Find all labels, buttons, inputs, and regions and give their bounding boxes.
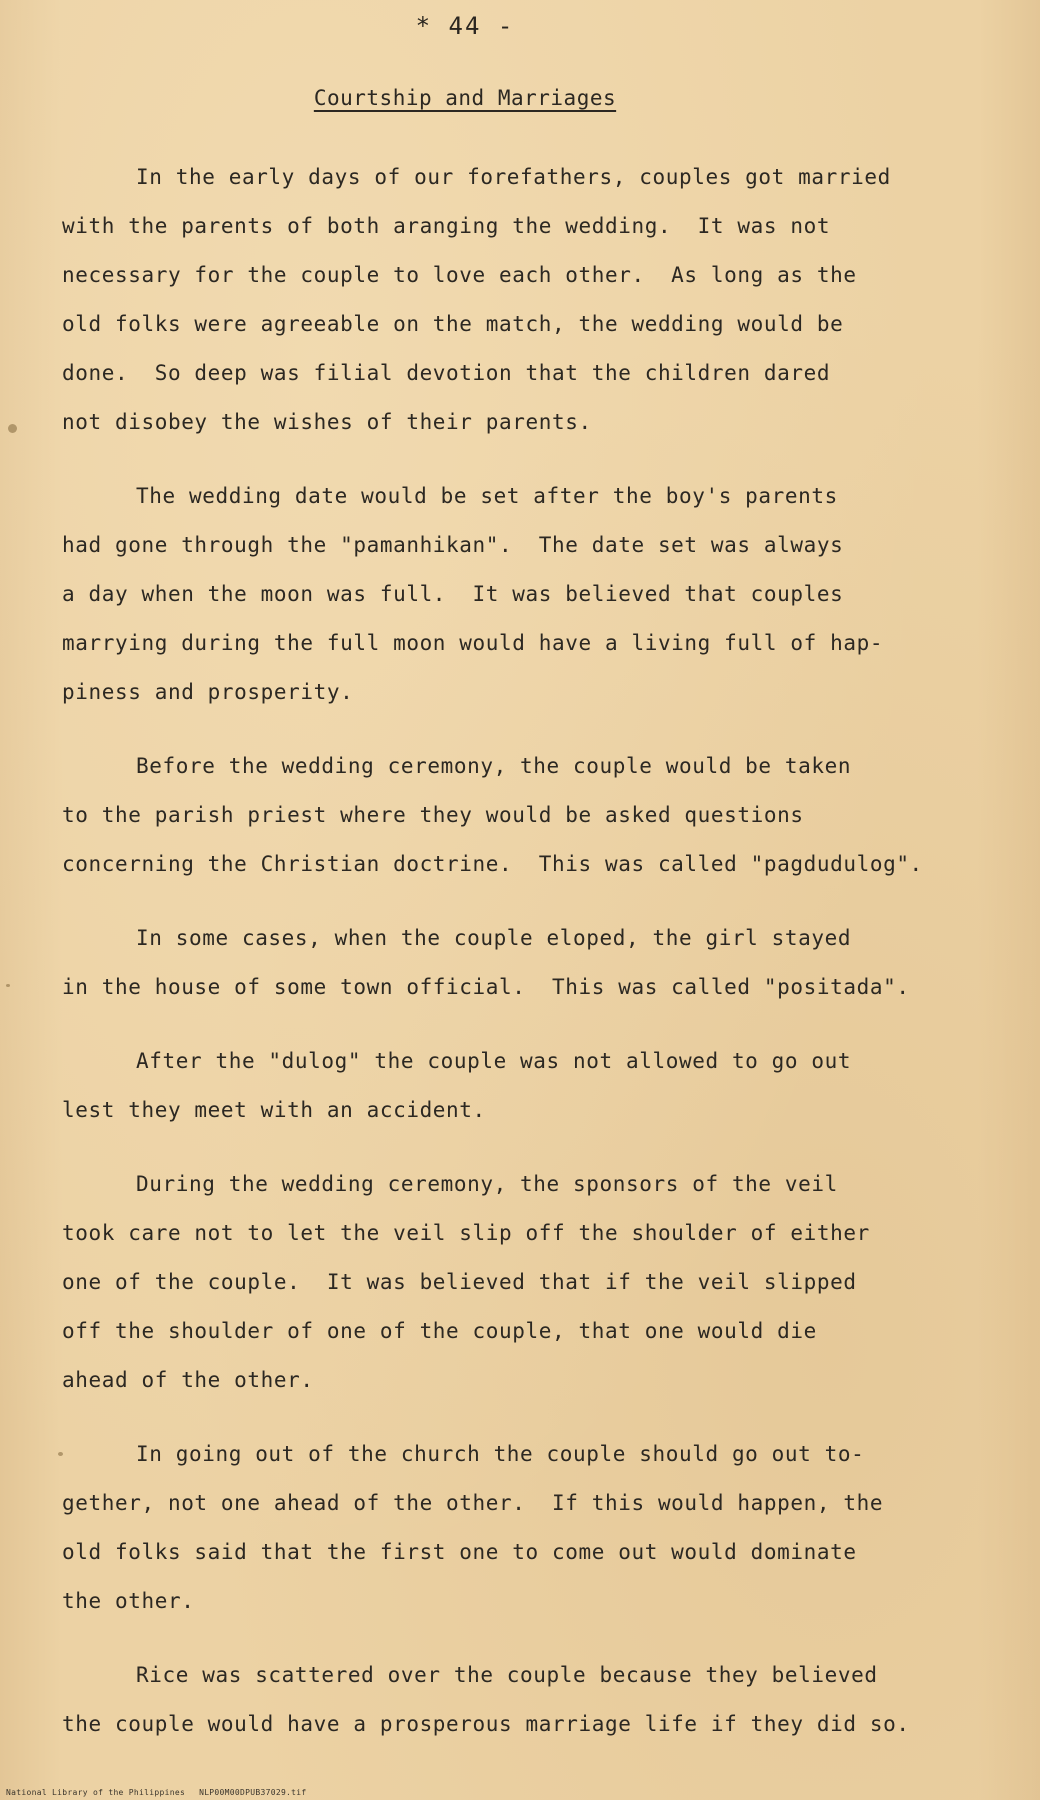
text-line: During the wedding ceremony, the sponsors of the veil bbox=[136, 1172, 838, 1196]
paragraph bbox=[62, 1430, 1022, 1626]
footer-credit bbox=[6, 1788, 321, 1797]
text-line: Rice was scattered over the couple because they believed bbox=[136, 1663, 878, 1687]
text-line: to the parish priest where they would be asked questions bbox=[62, 803, 804, 827]
text-line: old folks were agreeable on the match, the wedding would be bbox=[62, 312, 844, 336]
paper-speck bbox=[58, 1452, 63, 1456]
text-line: the couple would have a prosperous marriage life if they did so. bbox=[62, 1712, 910, 1736]
document-title: Courtship and Marriages bbox=[313, 86, 617, 110]
footer-library: National Library of the Philippines bbox=[6, 1788, 186, 1797]
text-line: ahead of the other. bbox=[62, 1368, 314, 1392]
paragraph bbox=[62, 1160, 1022, 1405]
paper-speck bbox=[6, 984, 10, 987]
text-line: the other. bbox=[62, 1589, 195, 1613]
paper-speck bbox=[8, 424, 17, 433]
text-line: took care not to let the veil slip off the shoulder of either bbox=[62, 1221, 870, 1245]
paragraph bbox=[62, 153, 1022, 447]
text-line: in the house of some town official. This was called "positada". bbox=[62, 975, 910, 999]
text-line: done. So deep was filial devotion that the children dared bbox=[62, 361, 831, 385]
text-line: concerning the Christian doctrine. This was called "pagdudulog". bbox=[62, 852, 923, 876]
text-line: a day when the moon was full. It was believed that couples bbox=[62, 582, 844, 606]
paragraph bbox=[62, 1651, 1022, 1749]
text-line: In the early days of our forefathers, couples got married bbox=[136, 165, 891, 189]
text-line: The wedding date would be set after the boy's parents bbox=[136, 484, 838, 508]
text-line: with the parents of both aranging the wedding. It was not bbox=[62, 214, 831, 238]
paragraph bbox=[62, 1037, 1022, 1135]
text-line: piness and prosperity. bbox=[62, 680, 354, 704]
text-line: In going out of the church the couple should go out to- bbox=[136, 1442, 865, 1466]
page-number: * 44 - bbox=[415, 12, 515, 40]
paragraph bbox=[62, 472, 1022, 717]
text-line: gether, not one ahead of the other. If this would happen, the bbox=[62, 1491, 884, 1515]
body-text bbox=[62, 153, 1022, 1774]
text-line: off the shoulder of one of the couple, that one would die bbox=[62, 1319, 817, 1343]
text-line: not disobey the wishes of their parents. bbox=[62, 410, 592, 434]
text-line: lest they meet with an accident. bbox=[62, 1098, 486, 1122]
text-line: In some cases, when the couple eloped, the girl stayed bbox=[136, 926, 852, 950]
text-line: Before the wedding ceremony, the couple would be taken bbox=[136, 754, 852, 778]
text-line: necessary for the couple to love each other. As long as the bbox=[62, 263, 857, 287]
text-line: old folks said that the first one to come out would dominate bbox=[62, 1540, 857, 1564]
paragraph bbox=[62, 742, 1022, 889]
footer-file: NLP00M00DPUB37029.tif bbox=[199, 1788, 307, 1797]
text-line: After the "dulog" the couple was not allowed to go out bbox=[136, 1049, 852, 1073]
text-line: marrying during the full moon would have a living full of hap- bbox=[62, 631, 884, 655]
text-line: one of the couple. It was believed that if the veil slipped bbox=[62, 1270, 857, 1294]
paragraph bbox=[62, 914, 1022, 1012]
text-line: had gone through the "pamanhikan". The date set was always bbox=[62, 533, 844, 557]
